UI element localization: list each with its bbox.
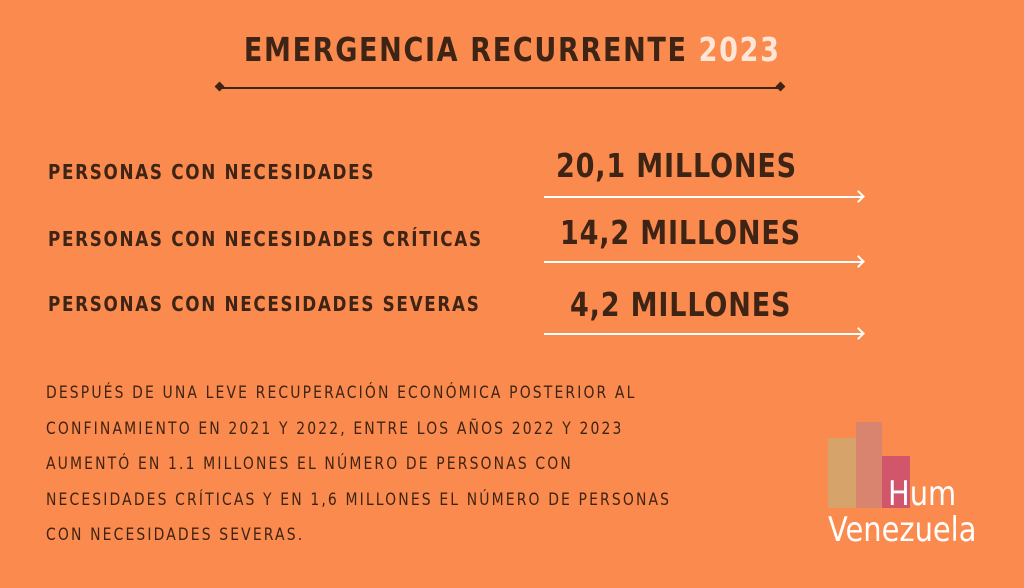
title-text: EMERGENCIA RECURRENTE — [243, 30, 688, 69]
header — [0, 30, 1024, 69]
humvenezuela-logo — [828, 418, 998, 558]
description-paragraph — [46, 376, 784, 554]
logo-bar — [856, 422, 882, 508]
page-title — [244, 30, 781, 69]
logo-bar — [828, 438, 856, 508]
title-year: 2023 — [698, 30, 781, 69]
arrow-icon — [544, 261, 862, 263]
logo-text-venezuela: Venezuela — [828, 510, 977, 550]
row-value-criticas: 14,2 MILLONES — [560, 213, 801, 252]
paragraph-line: NECESIDADES CRÍTICAS Y EN 1,6 MILLONES EL NÚMERO DE PERSONAS — [46, 489, 672, 510]
arrow-icon — [544, 333, 862, 335]
row-label-criticas: PERSONAS CON NECESIDADES CRÍTICAS — [48, 227, 483, 251]
arrow-icon — [544, 196, 862, 198]
row-value-necesidades: 20,1 MILLONES — [556, 146, 797, 185]
title-divider — [220, 87, 780, 89]
row-label-severas: PERSONAS CON NECESIDADES SEVERAS — [48, 292, 481, 316]
row-value-severas: 4,2 MILLONES — [570, 285, 792, 324]
paragraph-line: CON NECESIDADES SEVERAS. — [46, 525, 305, 545]
logo-text-hum: Hum — [888, 474, 957, 514]
row-label-necesidades: PERSONAS CON NECESIDADES — [48, 160, 376, 184]
paragraph-line: DESPUÉS DE UNA LEVE RECUPERACIÓN ECONÓMICA POSTERIOR AL — [46, 383, 637, 403]
paragraph-line: AUMENTÓ EN 1.1 MILLONES EL NÚMERO DE PERSONAS CON — [46, 454, 573, 474]
paragraph-line: CONFINAMIENTO EN 2021 Y 2022, ENTRE LOS AÑOS 2022 Y 2023 — [46, 418, 624, 439]
